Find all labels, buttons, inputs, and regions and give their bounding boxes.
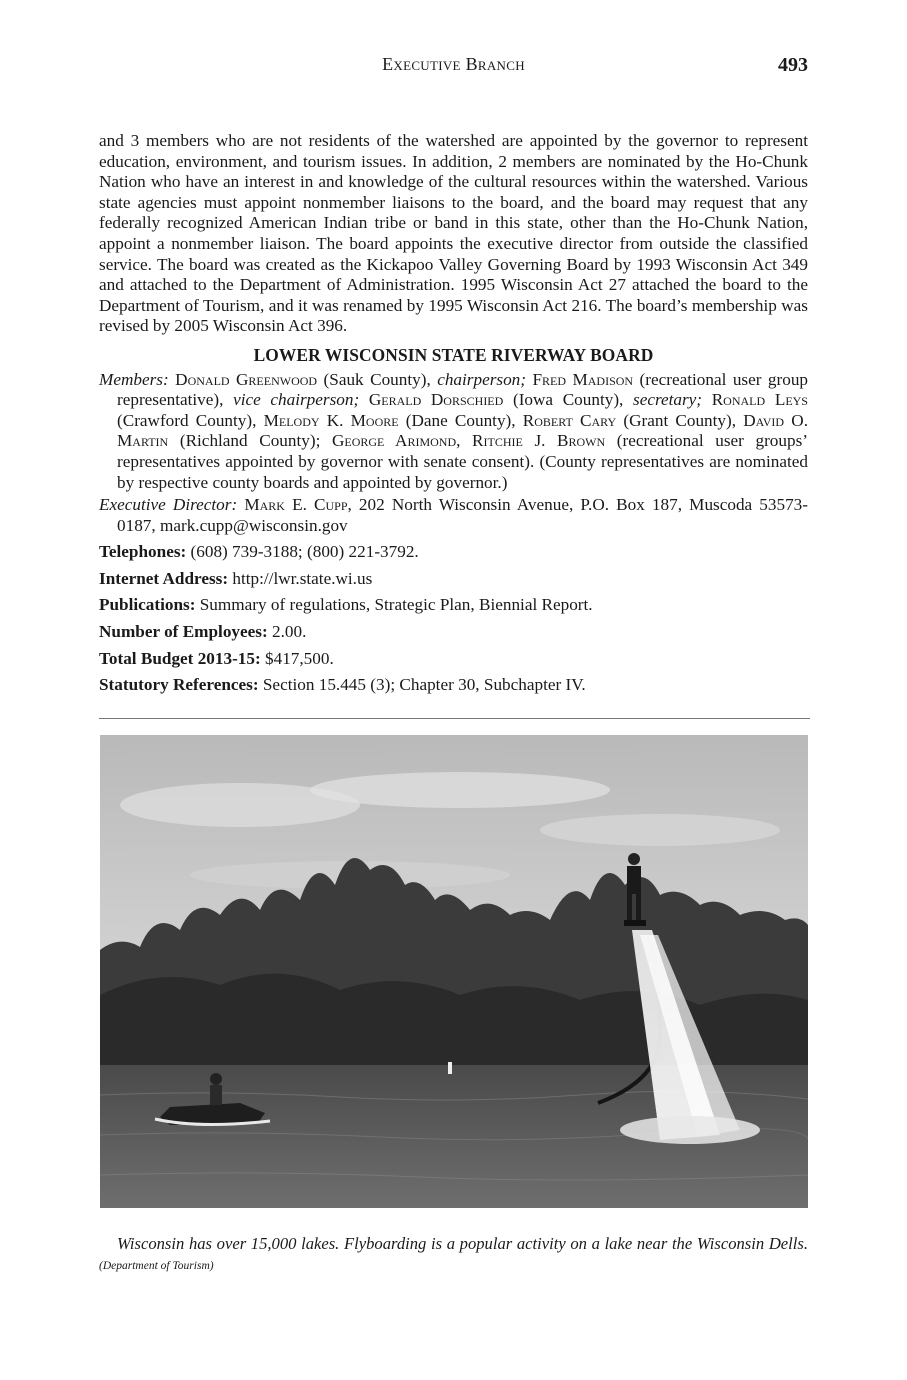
internet-address-field <box>99 569 808 590</box>
member-desc: (recreational user group representative), <box>117 369 809 410</box>
section-title: LOWER WISCONSIN STATE RIVERWAY BOARD <box>253 344 654 365</box>
field-label: Publications: <box>99 595 196 615</box>
member-name: George Arimond <box>331 431 457 451</box>
member-desc: (Richland County); <box>168 431 332 451</box>
employees-field <box>99 622 808 643</box>
page-header <box>99 54 808 84</box>
executive-director-paragraph <box>99 495 808 536</box>
member-desc: (Crawford County), <box>117 410 264 430</box>
member-desc: (recreational user groups’ representatives appointed by governor with senate consent). (County representatives are nominated by respective county boards and appointed by governor.) <box>117 431 809 492</box>
member-name: David O. Martin <box>117 410 808 451</box>
caption-text: Wisconsin has over 15,000 lakes. Flyboarding is a popular activity on a lake near the Wisconsin Dells. <box>117 1234 808 1253</box>
field-value: Section 15.445 (3); Chapter 30, Subchapter IV. <box>258 675 586 695</box>
running-title: Executive Branch <box>382 54 525 74</box>
publications-field <box>99 595 808 616</box>
member-role: secretary; <box>633 390 703 410</box>
field-label: Internet Address: <box>99 568 229 588</box>
member-name: Ronald Leys <box>702 390 808 410</box>
field-value: 2.00. <box>267 622 307 642</box>
member-name: Robert Cary <box>522 410 617 430</box>
member-name: Donald Greenwood <box>175 369 318 389</box>
field-value: Summary of regulations, Strategic Plan, Biennial Report. <box>195 595 593 615</box>
member-role: chairperson; <box>437 369 526 389</box>
intro-paragraph: and 3 members who are not residents of the watershed are appointed by the governor to represent education, environment, and tourism issues. In addition, 2 members are nominated by the Ho-Chunk Nation who have an interest in and knowledge of the cultural resources within the watershed. Various state agencies must appoint nonmember liaisons to the board, and the board may request that any federally recognized American Indian tribe or band in this state, other than the Ho-Chunk Nation, appoint a nonmember liaison. The board appoints the executive director from outside the classified service. The board was created as the Kickapoo Valley Governing Board by 1993 Wisconsin Act 349 and attached to the Department of Administration. 1995 Wisconsin Act 27 attached the board to the Department of Tourism, and it was renamed by 1995 Wisconsin Act 216. The board’s membership was revised by 2005 Wisconsin Act 396. <box>99 131 808 336</box>
field-label: Telephones: <box>99 542 187 562</box>
member-name: Melody K. Moore <box>263 410 399 430</box>
body-text <box>99 131 808 696</box>
field-label: Number of Employees: <box>99 622 268 642</box>
field-label: Total Budget 2013-15: <box>99 648 261 668</box>
member-desc: (Sauk County), <box>317 369 438 389</box>
members-paragraph <box>99 370 808 494</box>
field-value: (608) 739-3188; (800) 221-3792. <box>186 542 419 562</box>
member-name: Ritchie J. Brown <box>472 431 606 451</box>
field-value: $417,500. <box>260 648 334 668</box>
executive-director-name: Mark E. Cupp <box>244 495 348 515</box>
photo-flyboarding-icon <box>100 735 808 1208</box>
photo-caption <box>99 1234 808 1276</box>
page-number: 493 <box>778 54 808 76</box>
statutory-references-field <box>99 675 808 696</box>
member-name: Fred Madison <box>526 369 634 389</box>
executive-director-details: , 202 North Wisconsin Avenue, P.O. Box 187, Muscoda 53573-0187, mark.cupp@wisconsin.gov <box>117 495 808 535</box>
member-desc: (Grant County), <box>616 410 744 430</box>
member-separator: , <box>456 431 473 451</box>
member-role: vice chairperson; <box>233 390 360 410</box>
members-label: Members: <box>99 369 169 389</box>
member-desc: (Dane County), <box>398 410 523 430</box>
field-value: http://lwr.state.wi.us <box>228 568 373 588</box>
field-label: Statutory References: <box>99 675 259 695</box>
caption-credit: (Department of Tourism) <box>99 1260 214 1272</box>
member-desc: (Iowa County), <box>503 390 633 410</box>
telephones-field <box>99 542 808 563</box>
section-divider <box>99 718 810 719</box>
executive-director-label: Executive Director: <box>99 495 238 515</box>
budget-field <box>99 649 808 670</box>
member-name: Gerald Dorschied <box>359 390 504 410</box>
